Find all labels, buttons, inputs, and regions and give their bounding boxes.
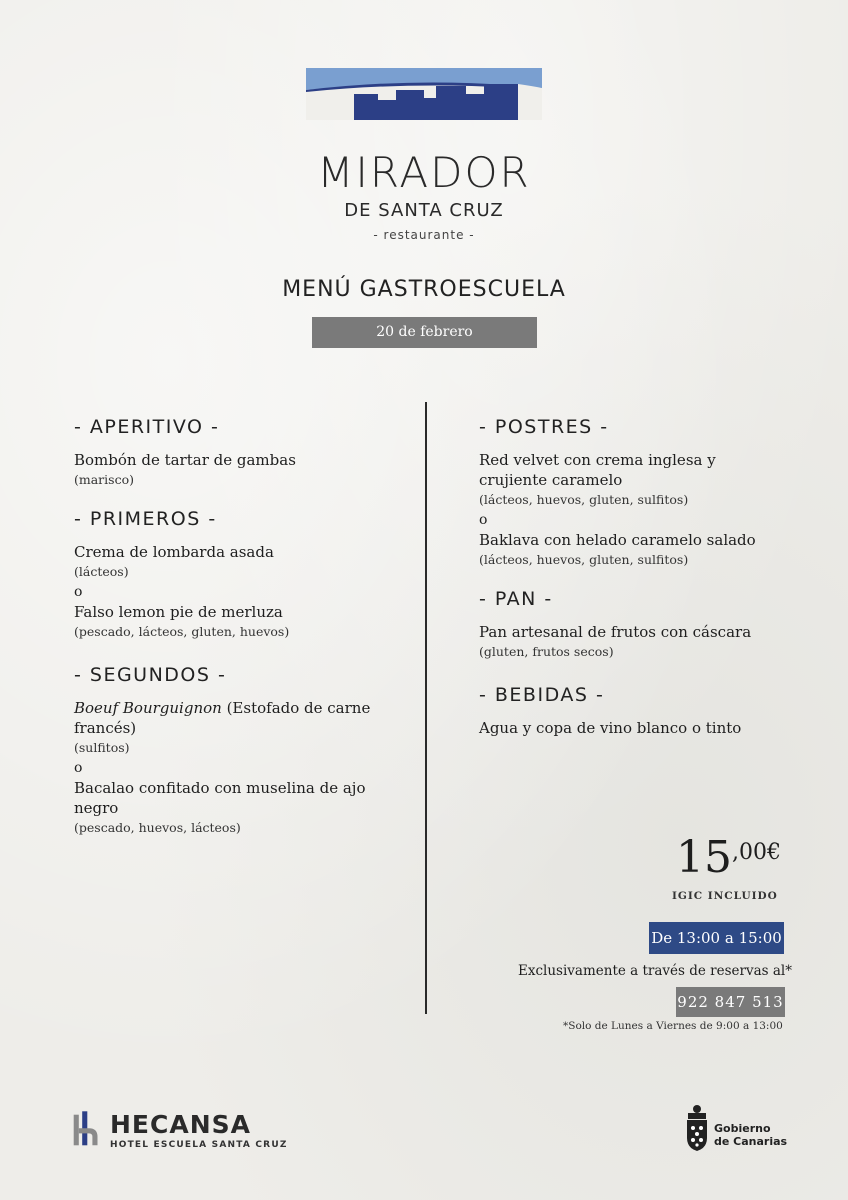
- brand-name: MIRADOR: [317, 148, 531, 197]
- brand-tagline: - restaurante -: [373, 228, 475, 242]
- allergens-bombon: (marisco): [74, 472, 134, 487]
- hecansa-name: HECANSA: [110, 1110, 251, 1139]
- allergens-crema-lombarda: (lácteos): [74, 564, 129, 579]
- dish-boeuf-description: (Estofado de carne francés): [74, 699, 371, 737]
- dish-agua-vino: Agua y copa de vino blanco o tinto: [479, 719, 742, 737]
- gobierno-canarias-shield-icon: [684, 1104, 710, 1152]
- section-title-aperitivo: - APERITIVO -: [74, 416, 220, 438]
- reservation-note: *Solo de Lunes a Viernes de 9:00 a 13:00: [563, 1020, 783, 1032]
- service-hours: De 13:00 a 15:00: [649, 922, 784, 954]
- dish-falso-lemon-pie: Falso lemon pie de merluza: [74, 603, 283, 621]
- left-column: [74, 416, 414, 838]
- gobierno-line2: de Canarias: [714, 1135, 788, 1148]
- dish-bacalao-confitado: Bacalao confitado con muselina de ajo negro: [74, 779, 366, 817]
- allergens-red-velvet: (lácteos, huevos, gluten, sulfitos): [479, 492, 689, 507]
- dish-boeuf-bourguignon: [74, 698, 414, 738]
- allergens-bacalao-confitado: (pescado, huevos, lácteos): [74, 820, 241, 835]
- allergens-baklava: (lácteos, huevos, gluten, sulfitos): [479, 552, 689, 567]
- section-title-bebidas: - BEBIDAS -: [479, 684, 605, 706]
- dish-baklava: Baklava con helado caramelo salado: [479, 531, 756, 549]
- dish-boeuf-italic: Boeuf Bourguignon: [74, 699, 222, 717]
- allergens-pan-artesanal: (gluten, frutos secos): [479, 644, 614, 659]
- price-cents: ,00€: [732, 840, 781, 865]
- menu-title: MENÚ GASTROESCUELA: [282, 277, 566, 302]
- hecansa-logo-icon: [72, 1110, 106, 1150]
- section-title-pan: - PAN -: [479, 588, 553, 610]
- allergens-falso-lemon-pie: (pescado, lácteos, gluten, huevos): [74, 624, 290, 639]
- reservation-text: Exclusivamente a través de reservas al*: [518, 963, 793, 979]
- reservation-phone[interactable]: 922 847 513: [676, 987, 785, 1017]
- or-separator: o: [479, 512, 488, 528]
- price-main: 15: [676, 832, 732, 883]
- dish-red-velvet: Red velvet con crema inglesa y crujiente caramelo: [479, 451, 716, 489]
- or-separator: o: [74, 584, 83, 600]
- section-title-segundos: - SEGUNDOS -: [74, 664, 227, 686]
- tax-note: IGIC INCLUIDO: [672, 890, 778, 902]
- gobierno-line1: Gobierno: [714, 1122, 771, 1135]
- allergens-boeuf-bourguignon: (sulfitos): [74, 740, 130, 755]
- dish-crema-lombarda: Crema de lombarda asada: [74, 543, 274, 561]
- hecansa-subtitle: HOTEL ESCUELA SANTA CRUZ: [110, 1140, 288, 1150]
- mirador-skyline-logo-icon: [306, 68, 542, 120]
- or-separator: o: [74, 760, 83, 776]
- dish-pan-artesanal: Pan artesanal de frutos con cáscara: [479, 623, 752, 641]
- gobierno-canarias-text: [714, 1122, 787, 1148]
- column-divider: [425, 402, 427, 1014]
- section-title-primeros: - PRIMEROS -: [74, 508, 217, 530]
- dish-bombon: Bombón de tartar de gambas: [74, 451, 296, 469]
- menu-price: [676, 832, 781, 883]
- right-column: [479, 416, 819, 738]
- brand-subtitle: DE SANTA CRUZ: [344, 200, 504, 221]
- section-title-postres: - POSTRES -: [479, 416, 609, 438]
- menu-date: 20 de febrero: [312, 317, 537, 348]
